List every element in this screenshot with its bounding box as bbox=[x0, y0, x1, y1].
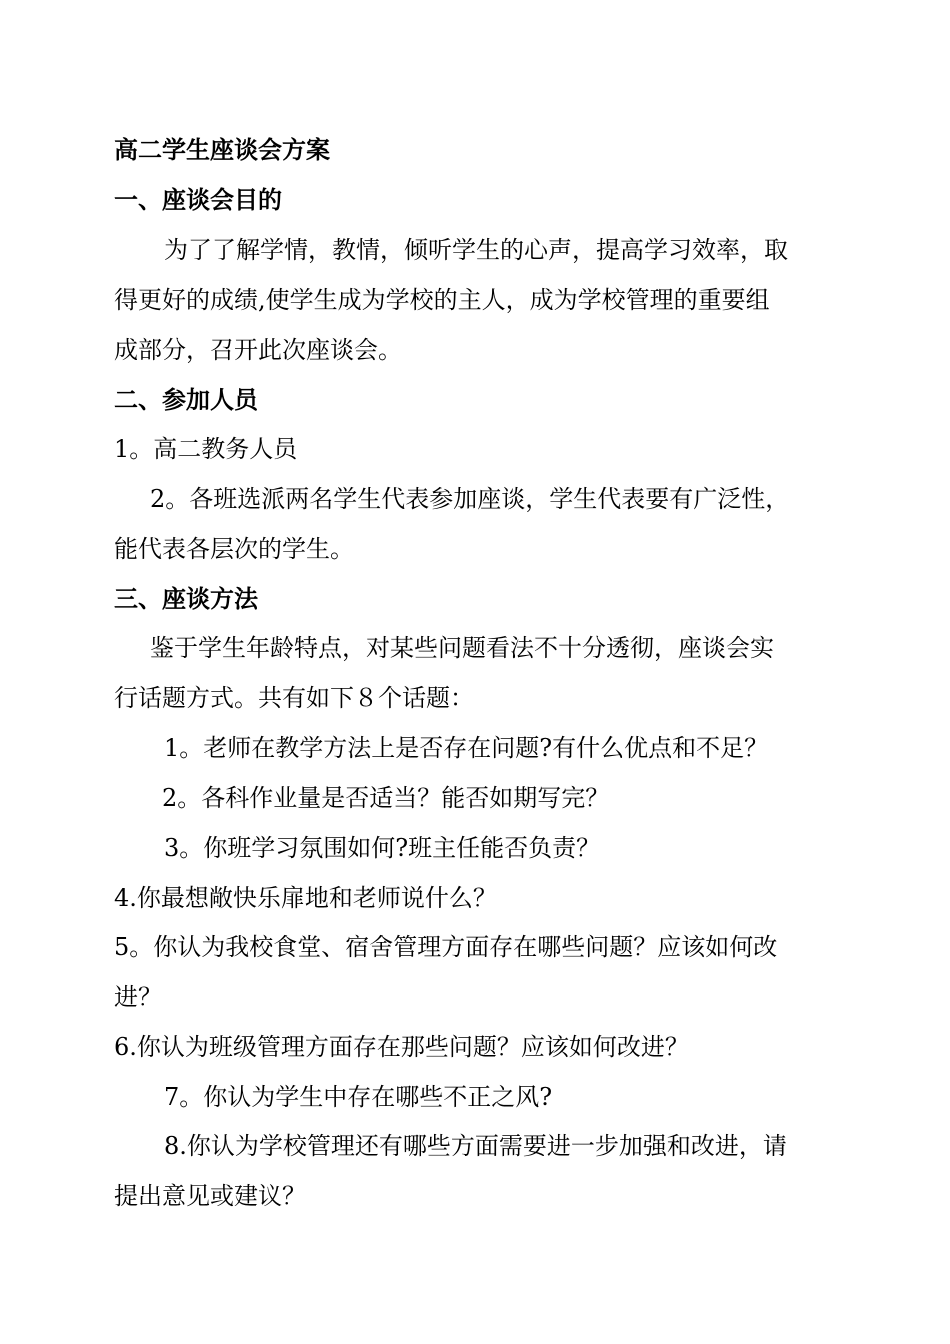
section-heading-participants: 二、参加人员 bbox=[114, 386, 258, 414]
list-item: 2。各班选派两名学生代表参加座谈，学生代表要有广泛性， bbox=[150, 485, 790, 513]
section-heading-method: 三、座谈方法 bbox=[114, 585, 258, 613]
list-item: 7。你认为学生中存在哪些不正之风? bbox=[164, 1083, 553, 1111]
list-item: 6.你认为班级管理方面存在那些问题？应该如何改进？ bbox=[114, 1033, 689, 1061]
list-item: 1。老师在教学方法上是否存在问题?有什么优点和不足？ bbox=[164, 734, 769, 762]
paragraph-line: 为了了解学情，教情，倾听学生的心声，提高学习效率，取 bbox=[164, 236, 788, 264]
list-item: 1。高二教务人员 bbox=[114, 435, 298, 463]
paragraph-line: 得更好的成绩,使学生成为学校的主人，成为学校管理的重要组 bbox=[114, 286, 770, 314]
list-item: 5。你认为我校食堂、宿舍管理方面存在哪些问题？应该如何改 bbox=[114, 933, 778, 961]
document-title: 高二学生座谈会方案 bbox=[114, 136, 330, 164]
paragraph-line: 提出意见或建议？ bbox=[114, 1182, 306, 1210]
list-item: 8.你认为学校管理还有哪些方面需要进一步加强和改进，请 bbox=[164, 1132, 787, 1160]
list-item: 4.你最想敞快乐扉地和老师说什么？ bbox=[114, 884, 497, 912]
paragraph-line: 成部分，召开此次座谈会。 bbox=[114, 336, 402, 364]
paragraph-line: 行话题方式。共有如下８个话题： bbox=[114, 684, 474, 712]
paragraph-line: 能代表各层次的学生。 bbox=[114, 535, 354, 563]
paragraph-line: 进？ bbox=[114, 983, 162, 1011]
list-item: 3。你班学习氛围如何?班主任能否负责？ bbox=[164, 834, 601, 862]
section-heading-purpose: 一、座谈会目的 bbox=[114, 186, 282, 214]
list-item: 2。各科作业量是否适当？能否如期写完？ bbox=[162, 784, 610, 812]
paragraph-line: 鉴于学生年龄特点，对某些问题看法不十分透彻，座谈会实 bbox=[150, 634, 774, 662]
